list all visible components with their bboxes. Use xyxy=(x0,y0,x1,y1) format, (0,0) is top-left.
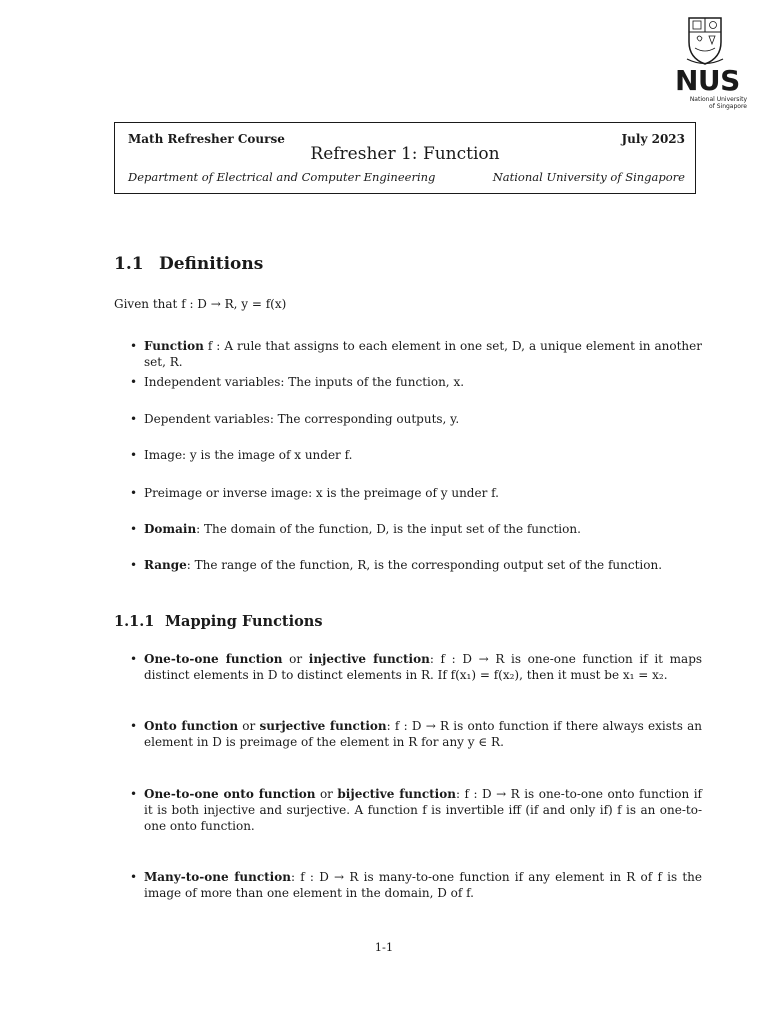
page-number: 1-1 xyxy=(374,940,394,954)
term: One-to-one onto function xyxy=(144,787,316,801)
section-heading xyxy=(114,254,263,274)
bullet-icon: • xyxy=(130,870,138,884)
subsection-number: 1.1.1 xyxy=(114,613,155,630)
term: Many-to-one function xyxy=(144,870,291,884)
logo-subtitle: National University of Singapore xyxy=(689,96,747,110)
department-name: Department of Electrical and Computer Engineering xyxy=(128,170,436,184)
list-item xyxy=(130,338,702,370)
nus-logo xyxy=(669,12,753,116)
list-item xyxy=(130,786,702,834)
course-name: Math Refresher Course xyxy=(128,132,285,146)
term-joiner: or xyxy=(282,652,309,666)
subsection-heading xyxy=(114,613,323,630)
subsection-title: Mapping Functions xyxy=(165,613,323,630)
term-text: : f : D → R is onto function if there always exists an element in D is preimage of the element in R for any y ∈ R. xyxy=(144,719,702,749)
bullet-icon: • xyxy=(130,339,138,353)
term-text: : The range of the function, R, is the corresponding output set of the function. xyxy=(186,558,663,572)
bullet-icon: • xyxy=(130,486,138,500)
term-text: Image: y is the image of x under f. xyxy=(144,448,353,462)
list-item xyxy=(130,447,702,463)
term-text: Preimage or inverse image: x is the preimage of y under f. xyxy=(144,486,499,500)
bullet-icon: • xyxy=(130,558,138,572)
term-text: : The domain of the function, D, is the input set of the function. xyxy=(196,522,581,536)
header-box xyxy=(114,122,696,194)
term: Range xyxy=(144,558,187,572)
list-item xyxy=(130,718,702,750)
bullet-icon: • xyxy=(130,375,138,389)
university-name: National University of Singapore xyxy=(492,170,685,184)
bullet-icon: • xyxy=(130,448,138,462)
section-number: 1.1 xyxy=(114,254,144,274)
term-alt: surjective function xyxy=(259,719,387,733)
bullet-icon: • xyxy=(130,522,138,536)
list-item xyxy=(130,411,702,427)
list-item xyxy=(130,374,702,390)
course-date: July 2023 xyxy=(621,132,685,146)
section-title: Definitions xyxy=(159,254,264,274)
term: Function xyxy=(144,339,204,353)
term-joiner: or xyxy=(315,787,338,801)
list-item xyxy=(130,521,702,537)
term-alt: bijective function xyxy=(337,787,456,801)
term: Onto function xyxy=(144,719,239,733)
bullet-icon: • xyxy=(130,412,138,426)
term-text: : f : D → R is one-one function if it maps distinct elements in D to distinct elements in R. If f(x₁) = f(x₂), then it must be x₁ = x₂. xyxy=(144,652,703,682)
bullet-icon: • xyxy=(130,787,138,801)
term-text: f : A rule that assigns to each element in one set, D, a unique element in another set, R. xyxy=(144,339,702,369)
logo-wordmark: NUS xyxy=(675,64,740,97)
term-text: Dependent variables: The corresponding outputs, y. xyxy=(144,412,460,426)
list-item xyxy=(130,557,702,573)
page-title: Refresher 1: Function xyxy=(310,144,500,164)
list-item xyxy=(130,651,702,683)
term: Domain xyxy=(144,522,197,536)
term: One-to-one function xyxy=(144,652,283,666)
bullet-icon: • xyxy=(130,652,138,666)
bullet-icon: • xyxy=(130,719,138,733)
list-item xyxy=(130,485,702,501)
term-text: : f : D → R is one-to-one onto function if it is both injective and surjective. A function f is invertible iff (if and only if) f is an one-to-one onto function. xyxy=(144,787,702,833)
list-item xyxy=(130,869,702,901)
term-alt: injective function xyxy=(308,652,430,666)
intro-text: Given that f : D → R, y = f(x) xyxy=(114,297,287,311)
crest-icon xyxy=(669,12,753,68)
term-text: : f : D → R is many-to-one function if any element in R of f is the image of more than one element in the domain, D of f. xyxy=(144,870,703,900)
term-text: Independent variables: The inputs of the function, x. xyxy=(144,375,465,389)
term-joiner: or xyxy=(238,719,260,733)
